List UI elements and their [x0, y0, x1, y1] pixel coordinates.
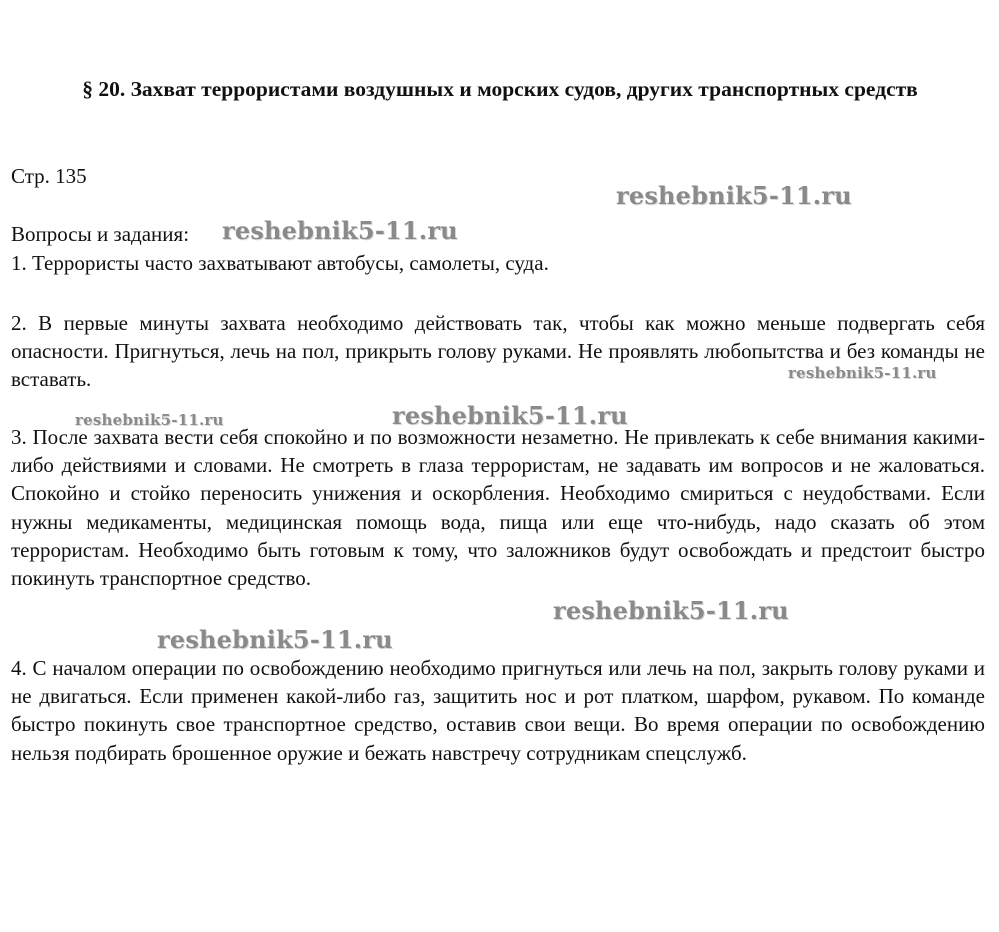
- answer-1: 1. Террористы часто захватывают автобусы, самолеты, суда.: [11, 251, 549, 275]
- watermark: reshebnik5-11.ru: [616, 181, 852, 210]
- watermark: reshebnik5-11.ru: [157, 625, 393, 654]
- watermark: reshebnik5-11.ru: [75, 411, 224, 429]
- watermark: reshebnik5-11.ru: [392, 401, 628, 430]
- watermark: reshebnik5-11.ru: [788, 364, 937, 382]
- watermark: reshebnik5-11.ru: [222, 216, 458, 245]
- questions-heading: Вопросы и задания:: [11, 222, 190, 246]
- answer-4: 4. С началом операции по освобождению необходимо пригнуться или лечь на пол, закрыть голову руками и не двигаться. Если применен какой-либо газ, защитить нос и рот платком, шарфом, рукавом. По команде быстро покинуть свое транспортное средство, оставив свои вещи. Во время операции по освобождению нельзя подбирать брошенное оружие и бежать навстречу сотрудникам спецслужб.: [11, 656, 985, 765]
- watermark: reshebnik5-11.ru: [553, 596, 789, 625]
- answer-3: 3. После захвата вести себя спокойно и по возможности незаметно. Не привлекать к себе внимания какими-либо действиями и словами. Не смотреть в глаза террористам, не задавать им вопросов и не жаловаться. Спокойно и стойко переносить унижения и оскорбления. Необходимо смириться с неудобствами. Если нужны медикаменты, медицинская помощь вода, пища или еще что-нибудь, надо сказать об этом террористам. Необходимо быть готовым к тому, что заложников будут освобождать и предстоит быстро покинуть транспортное средство.: [11, 425, 985, 591]
- page-title: § 20. Захват террористами воздушных и морских судов, других транспортных средств: [82, 77, 918, 101]
- answer-2: 2. В первые минуты захвата необходимо действовать так, чтобы как можно меньше подвергать себя опасности. Пригнуться, лечь на пол, прикрыть голову руками. Не проявлять любопытства и без команды не вставать.: [11, 311, 985, 392]
- page-reference: Стр. 135: [11, 164, 87, 188]
